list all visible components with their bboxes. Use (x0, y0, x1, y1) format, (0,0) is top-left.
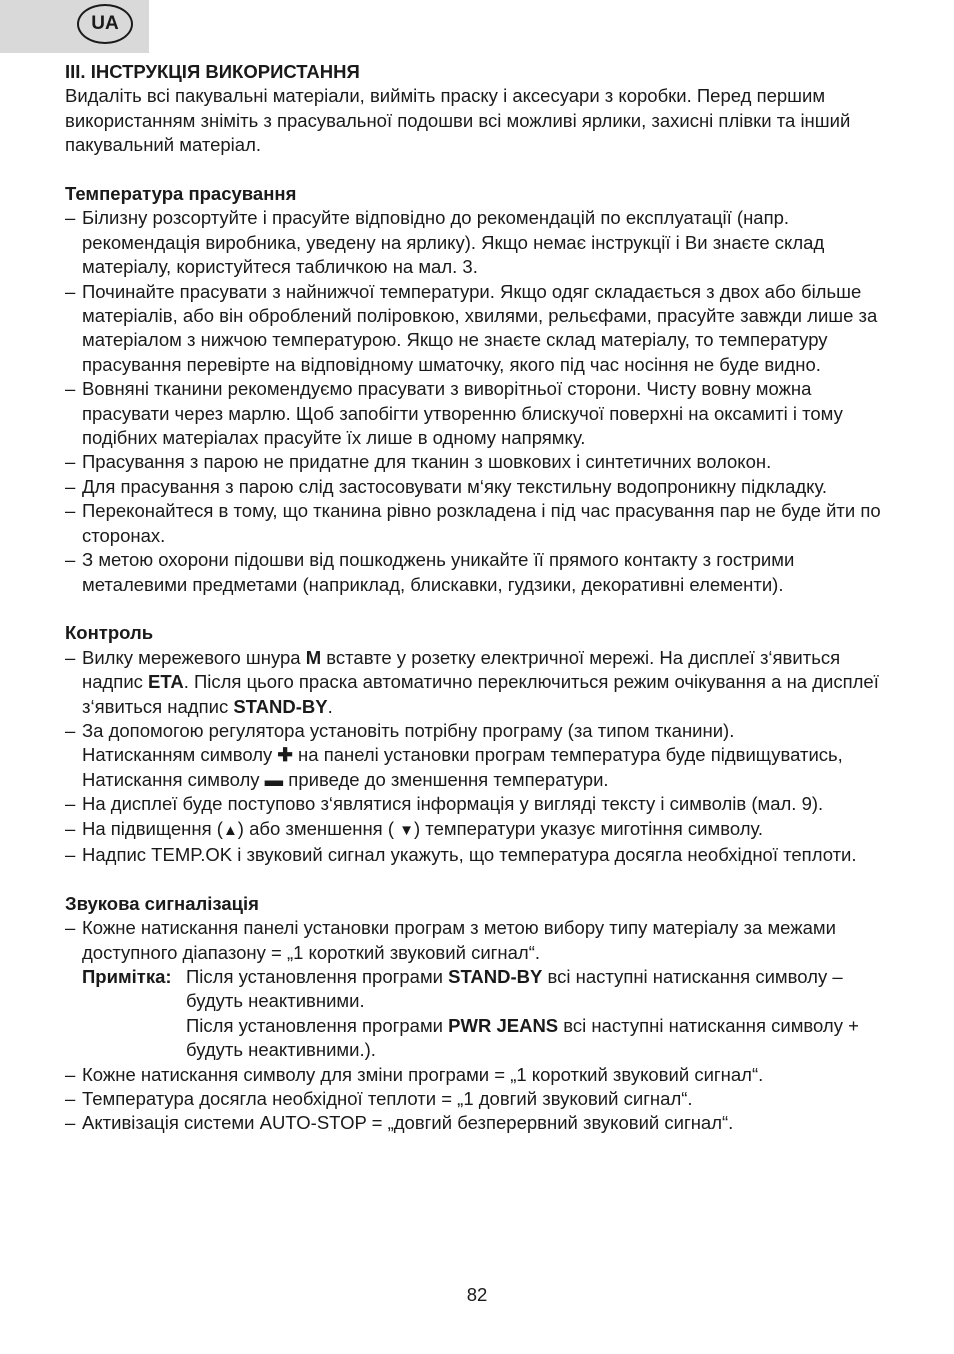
list-item: – Вовняні тканини рекомендуємо прасувати з виворітньої сторони. Чисту вовну можна прасувати через марлю. Щоб запобігти утворенню блискучої поверхні на оксамиті і тому подібних матеріалах прасуйте їх лише в одному напрямку. (65, 378, 843, 449)
note-label: Примітка: (82, 965, 172, 987)
language-badge: UA (77, 4, 133, 44)
list-item: – Переконайтеся в тому, що тканина рівно розкладена і під час прасування пар не буде йти по сторонах. (65, 500, 881, 546)
heading-control: Контроль (65, 622, 154, 644)
plus-icon: ✚ (277, 744, 293, 766)
list-item: – Температура досягла необхідної теплоти = „1 довгий звуковий сигнал“. (65, 1088, 693, 1110)
list-item: – Для прасування з парою слід застосовувати м‘яку текстильну водопроникну підкладку. (65, 475, 827, 497)
intro-paragraph: Видаліть всі пакувальні матеріали, вийміть праску і аксесуари з коробки. Перед першим використанням зніміть з прасувальної подошви всі можливі ярлики, захисні плівки та інший пакувальний матеріал. (65, 85, 851, 156)
page-number: 82 (466, 1284, 488, 1305)
minus-icon: ▬ (264, 768, 284, 790)
control-minus-line: Натискання символу ▬ приведе до зменшення температури. (82, 768, 609, 790)
list-item: – На дисплеї буде поступово з‘являтися інформація у вигляді тексту і символів (мал. 9). (65, 793, 824, 815)
list-item: – На підвищення (▲) або зменшення ( ▼) температури указує миготіння символу. (65, 817, 764, 839)
control-plus-line: Натисканням символу ✚ на панелі установки програм температура буде підвищуватись, (82, 744, 843, 766)
list-item: – Починайте прасувати з найнижчої температури. Якщо одяг складається з двох або більше матеріалів, або він оброблений поліровкою, хвилями, рельєфами, прасуйте завжди лише за матеріалом з нижчою температурою. Якщо не знаєте склад матеріалу, то температуру прасування перевірте на відповідному шматочку, якого під час носіння не буде видно. (65, 280, 878, 375)
list-item: – Надпис TEMP.OK і звуковий сигнал укажуть, що температура досягла необхідної теплоти. (65, 843, 857, 865)
list-item: – За допомогою регулятора установіть потрібну програму (за типом тканини). (65, 719, 735, 741)
triangle-down-icon: ▼ (399, 821, 414, 839)
list-item: – Активізація системи AUTO-STOP = „довгий безперервний звуковий сигнал“. (65, 1112, 734, 1134)
list-item: – Прасування з парою не придатне для тканин з шовкових і синтетичних волокон. (65, 451, 772, 473)
list-item: – Кожне натискання панелі установки програм з метою вибору типу матеріалу за межами доступного діапазону = „1 короткий звуковий сигнал“. (65, 917, 836, 963)
language-tab (0, 0, 149, 53)
section-title: III. ІНСТРУКЦІЯ ВИКОРИСТАННЯ (65, 61, 360, 82)
list-item: – Вилку мережевого шнура M вставте у розетку електричної мережі. На дисплеї з‘явиться надпис ETA. Після цього праска автоматично переключиться режим очікування а на дисплеї з‘явиться надпис STAND-BY. (65, 646, 879, 717)
note-text-1: Після установлення програми STAND-BY всі наступні натискання символу – будуть неактивними. (186, 965, 843, 1012)
note-text-2: Після установлення програми PWR JEANS всі наступні натискання символу + будуть неактивними.). (186, 1014, 859, 1061)
triangle-up-icon: ▲ (222, 821, 238, 839)
list-item: – Білизну розсортуйте і прасуйте відповідно до рекомендацій по експлуатації (напр. рекомендація виробника, уведену на ярлику). Якщо немає інструкції і Ви знаєте склад матеріалу, користуйтеся табличкою на мал. 3. (65, 207, 825, 278)
note-block (65, 965, 895, 1014)
page-content (65, 60, 895, 1136)
heading-temperature: Температура прасування (65, 183, 297, 205)
heading-sound: Звукова сигналізація (65, 892, 259, 914)
list-item: – Кожне натискання символу для зміни програми = „1 короткий звуковий сигнал“. (65, 1063, 764, 1085)
list-item: – З метою охорони підошви від пошкоджень уникайте її прямого контакту з гострими металевими предметами (наприклад, блискавки, гудзики, декоративні елементи). (65, 549, 795, 595)
